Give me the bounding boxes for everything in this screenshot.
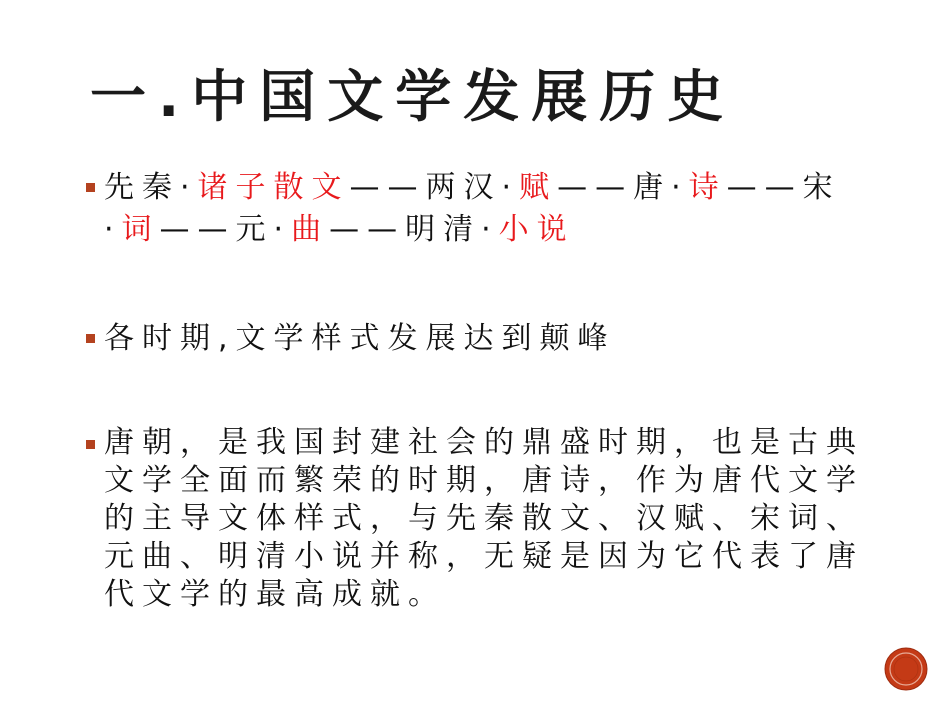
paragraph-line: 唐朝，是我国封建社会的鼎盛时期，也是古典	[104, 425, 864, 460]
timeline-era: 先秦·	[104, 170, 198, 205]
timeline-era: ——明清·	[329, 212, 499, 247]
bullet-periods-peak: 各时期,文学样式发展达到颠峰	[104, 321, 616, 356]
paragraph-line: 元曲、明清小说并称，无疑是因为它代表了唐	[104, 539, 864, 574]
bullet-marker	[86, 440, 95, 449]
timeline-genre: 词	[121, 212, 160, 247]
circle-emblem-icon	[884, 647, 928, 691]
bullet-literature-timeline	[104, 167, 864, 251]
timeline-era: ——宋	[726, 170, 841, 205]
timeline-genre: 赋	[519, 170, 558, 205]
timeline-line-2	[104, 209, 864, 251]
bullet-marker	[86, 183, 95, 192]
paragraph-line: 的主导文体样式，与先秦散文、汉赋、宋词、	[104, 501, 864, 536]
paragraph-line: 文学全面而繁荣的时期，唐诗，作为唐代文学	[104, 463, 864, 498]
timeline-genre: 诸子散文	[197, 170, 350, 205]
timeline-era: ——元·	[159, 212, 292, 247]
timeline-genre: 曲	[291, 212, 330, 247]
bullet-tang-dynasty	[104, 424, 864, 614]
timeline-era: ——唐·	[557, 170, 689, 205]
paragraph-line: 代文学的最高成就。	[104, 577, 446, 612]
timeline-era: ——两汉·	[349, 170, 520, 205]
timeline-era: ·	[104, 212, 122, 247]
bullet-marker	[86, 334, 95, 343]
timeline-line-1	[104, 167, 864, 209]
timeline-genre: 诗	[688, 170, 727, 205]
timeline-genre: 小说	[498, 212, 575, 247]
slide-title: 一.中国文学发展历史	[90, 65, 736, 130]
